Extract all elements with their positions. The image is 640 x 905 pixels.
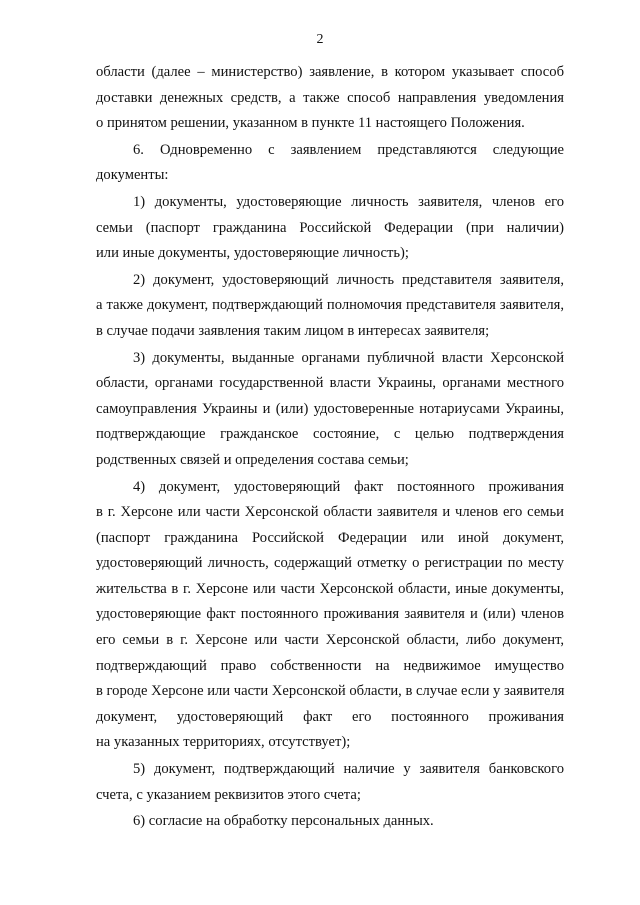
paragraph-subitem-3 — [96, 346, 564, 474]
text-line: 4) документ, удостоверяющий факт постоянного проживания — [133, 478, 564, 495]
text-line: документ, удостоверяющий факт его постоянного проживания — [96, 708, 564, 725]
text-line: в случае подачи заявления таким лицом в интересах заявителя; — [96, 322, 490, 339]
document-body — [96, 60, 564, 836]
text-line: 6. Одновременно с заявлением представляются следующие — [133, 141, 564, 158]
text-line: родственных связей и определения состава семьи; — [96, 451, 409, 468]
text-line: подтверждающие гражданское состояние, с целью подтверждения — [96, 426, 564, 443]
text-line: области, органами государственной власти Украины, органами местного — [96, 375, 564, 392]
text-line: 2) документ, удостоверяющий личность представителя заявителя, — [133, 271, 564, 288]
text-line: или иные документы, удостоверяющие личность); — [96, 245, 409, 262]
text-line: (паспорт гражданина Российской Федерации или иной документ, — [96, 529, 564, 546]
paragraph-subitem-6 — [96, 809, 564, 835]
text-line: в городе Херсоне или части Херсонской области, в случае если у заявителя — [96, 683, 565, 700]
text-line: семьи (паспорт гражданина Российской Федерации (при наличии) — [96, 219, 564, 236]
paragraph-continuation — [96, 60, 564, 137]
text-line: в г. Херсоне или части Херсонской области заявителя и членов его семьи — [96, 504, 564, 521]
text-line: 5) документ, подтверждающий наличие у заявителя банковского — [133, 761, 564, 778]
text-line: самоуправления Украины и (или) удостоверенные нотариусами Украины, — [96, 400, 564, 417]
page-number: 2 — [316, 32, 324, 47]
paragraph-subitem-4 — [96, 475, 564, 757]
paragraph-subitem-5 — [96, 757, 564, 808]
text-line: удостоверяющий личность, содержащий отметку о регистрации по месту — [96, 555, 564, 572]
text-line: удостоверяющие факт постоянного проживания заявителя и (или) членов — [96, 606, 564, 623]
paragraph-subitem-1 — [96, 190, 564, 267]
text-line: 1) документы, удостоверяющие личность заявителя, членов его — [133, 193, 564, 210]
text-line: а также документ, подтверждающий полномочия представителя заявителя, — [96, 297, 564, 314]
text-line: 3) документы, выданные органами публичной власти Херсонской — [133, 349, 564, 366]
text-line: доставки денежных средств, а также способ направления уведомления — [96, 89, 564, 106]
text-line: на указанных территориях, отсутствует); — [96, 734, 351, 751]
text-line: области (далее – министерство) заявление, в котором указывает способ — [96, 64, 564, 80]
paragraph-item-6 — [96, 138, 564, 189]
text-line: о принятом решении, указанном в пункте 11 настоящего Положения. — [96, 115, 525, 132]
text-line: документы: — [96, 167, 169, 184]
paragraph-subitem-2 — [96, 268, 564, 345]
text-line: 6) согласие на обработку персональных данных. — [133, 813, 434, 830]
text-line: жительства в г. Херсоне или части Херсонской области, иные документы, — [96, 580, 564, 597]
text-line: его семьи в г. Херсоне или части Херсонской области, либо документ, — [96, 632, 564, 649]
text-line: счета, с указанием реквизитов этого счета; — [96, 786, 361, 803]
text-line: подтверждающий право собственности на недвижимое имущество — [96, 657, 564, 674]
